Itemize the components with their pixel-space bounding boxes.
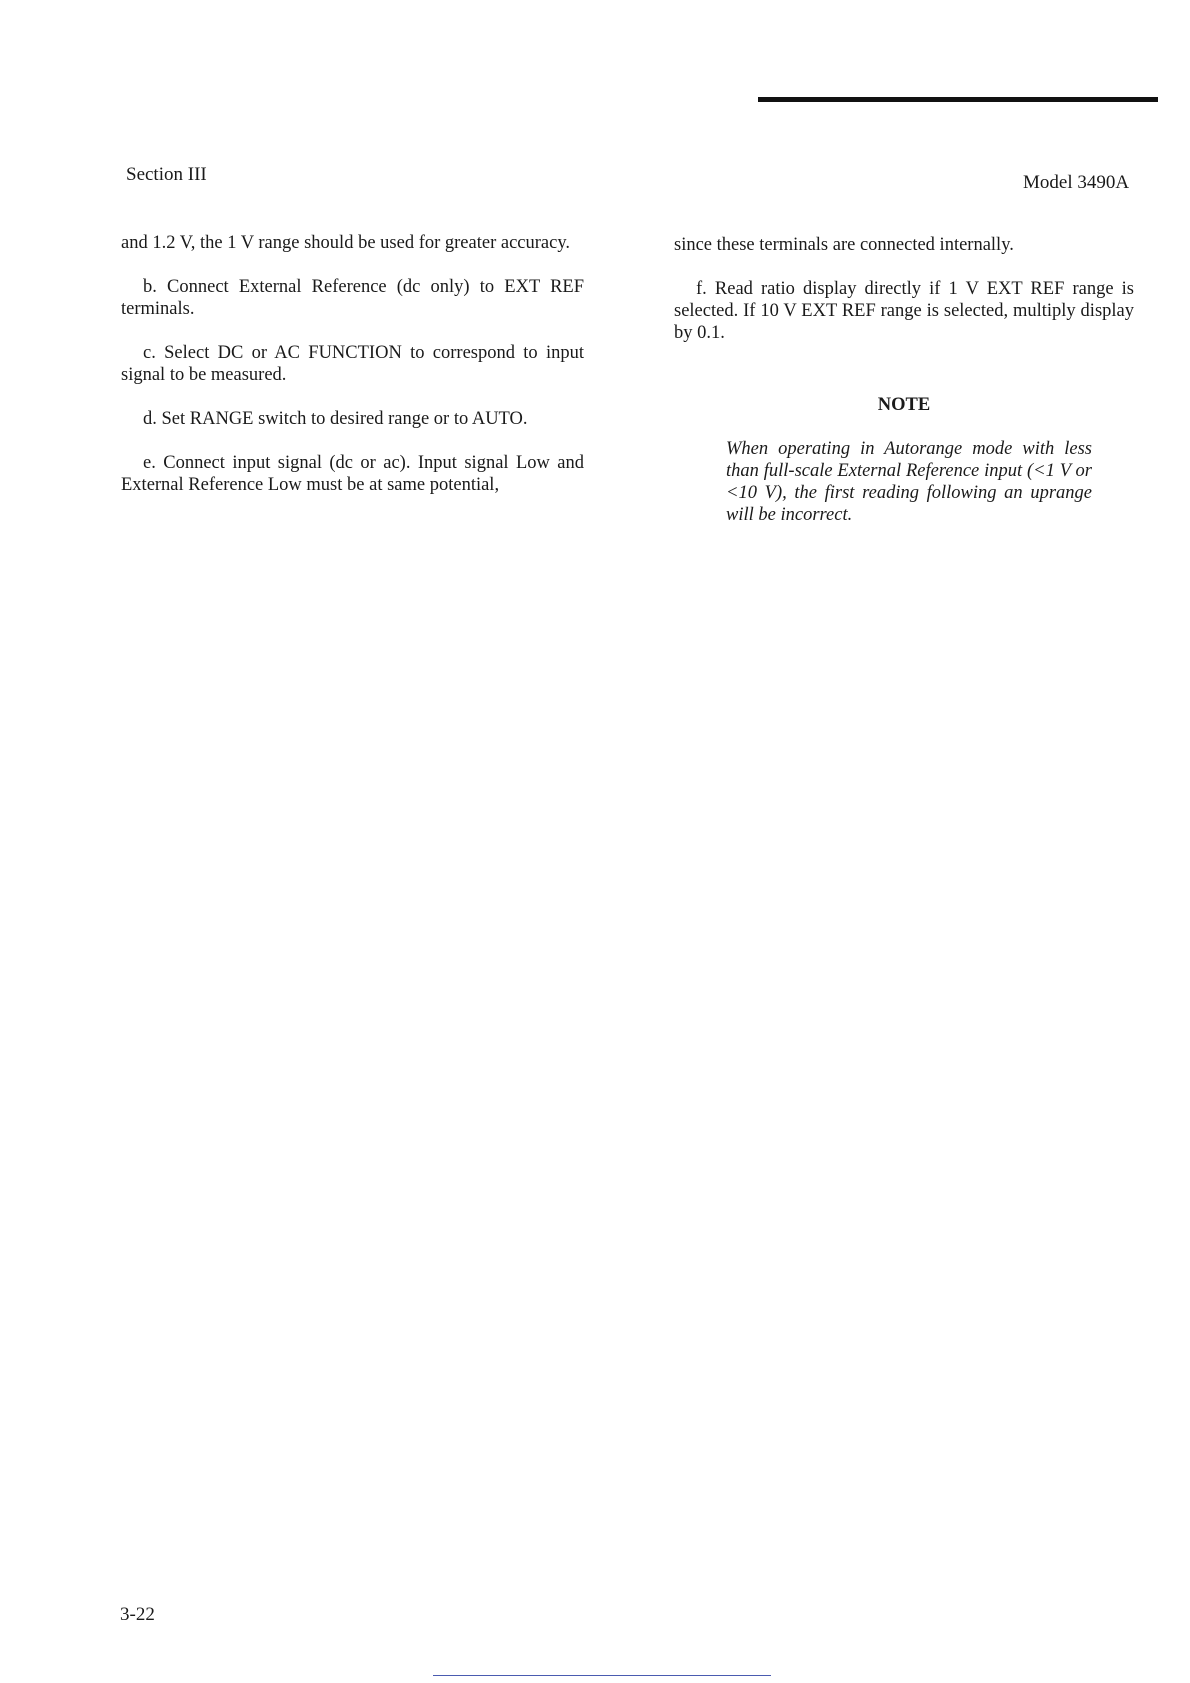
step-c: c. Select DC or AC FUNCTION to correspond to input signal to be measured. — [121, 343, 584, 385]
bottom-rule — [433, 1675, 771, 1676]
step-e: e. Connect input signal (dc or ac). Input signal Low and External Reference Low must be at same potential, — [121, 453, 584, 495]
page-number: 3-22 — [120, 1604, 155, 1625]
step-f: f. Read ratio display directly if 1 V EXT REF range is selected. If 10 V EXT REF range is selected, multiply display by 0.1. — [674, 279, 1134, 343]
note-title: NOTE — [877, 395, 931, 415]
note-body: When operating in Autorange mode with less than full-scale External Reference input (<1 V or <10 V), the first reading following an uprange will be incorrect. — [726, 439, 1092, 525]
paragraph-continuation-right: since these terminals are connected internally. — [674, 235, 1014, 255]
paragraph-continuation: and 1.2 V, the 1 V range should be used for greater accuracy. — [121, 233, 570, 253]
step-b: b. Connect External Reference (dc only) to EXT REF terminals. — [121, 277, 584, 319]
step-d: d. Set RANGE switch to desired range or to AUTO. — [143, 409, 528, 429]
left-column — [121, 232, 584, 496]
model-label: Model 3490A — [1023, 172, 1130, 193]
section-label: Section III — [126, 164, 207, 185]
right-column — [674, 234, 1134, 526]
header-rule — [758, 97, 1158, 102]
